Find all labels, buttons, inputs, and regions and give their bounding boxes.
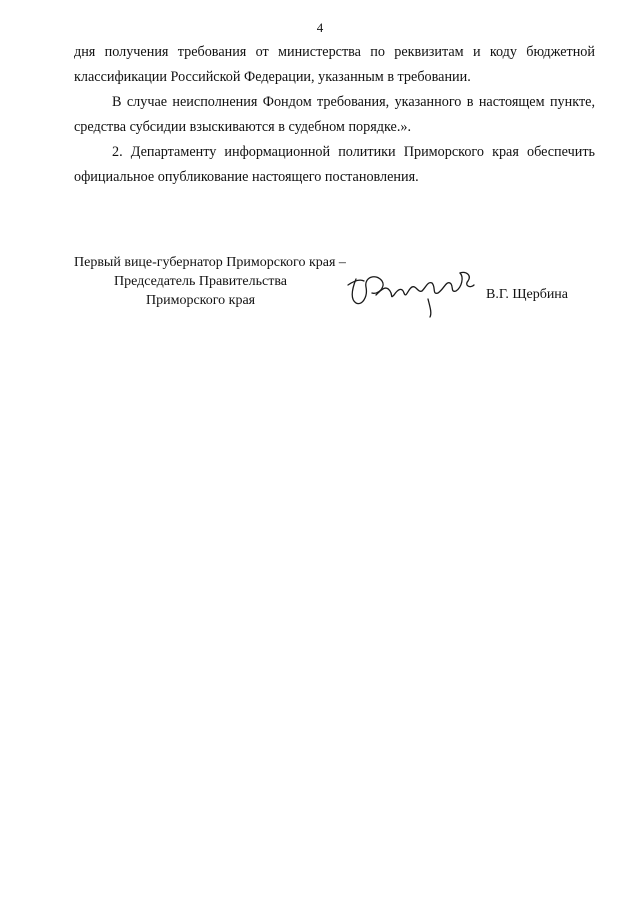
signer-position-line2: Председатель Правительства — [114, 274, 287, 289]
signer-name: В.Г. Щербина — [486, 287, 569, 302]
document-body — [74, 40, 595, 190]
signature-block — [74, 253, 614, 323]
paragraph-item-2: 2. Департаменту информационной политики Приморского края обеспечить официальное опубликование настоящего постановления. — [74, 144, 595, 185]
page-number: 4 — [316, 20, 324, 35]
signer-position-line1: Первый вице-губернатор Приморского края – — [74, 255, 346, 270]
paragraph-nonfulfillment: В случае неисполнения Фондом требования, указанного в настоящем пункте, средства субсидии взыскиваются в судебном порядке.». — [74, 94, 595, 135]
handwritten-signature — [346, 259, 496, 321]
signer-position-line3: Приморского края — [146, 293, 256, 308]
paragraph-continuation: дня получения требования от министерства по реквизитам и коду бюджетной классификации Российской Федерации, указанным в требовании. — [74, 44, 595, 85]
